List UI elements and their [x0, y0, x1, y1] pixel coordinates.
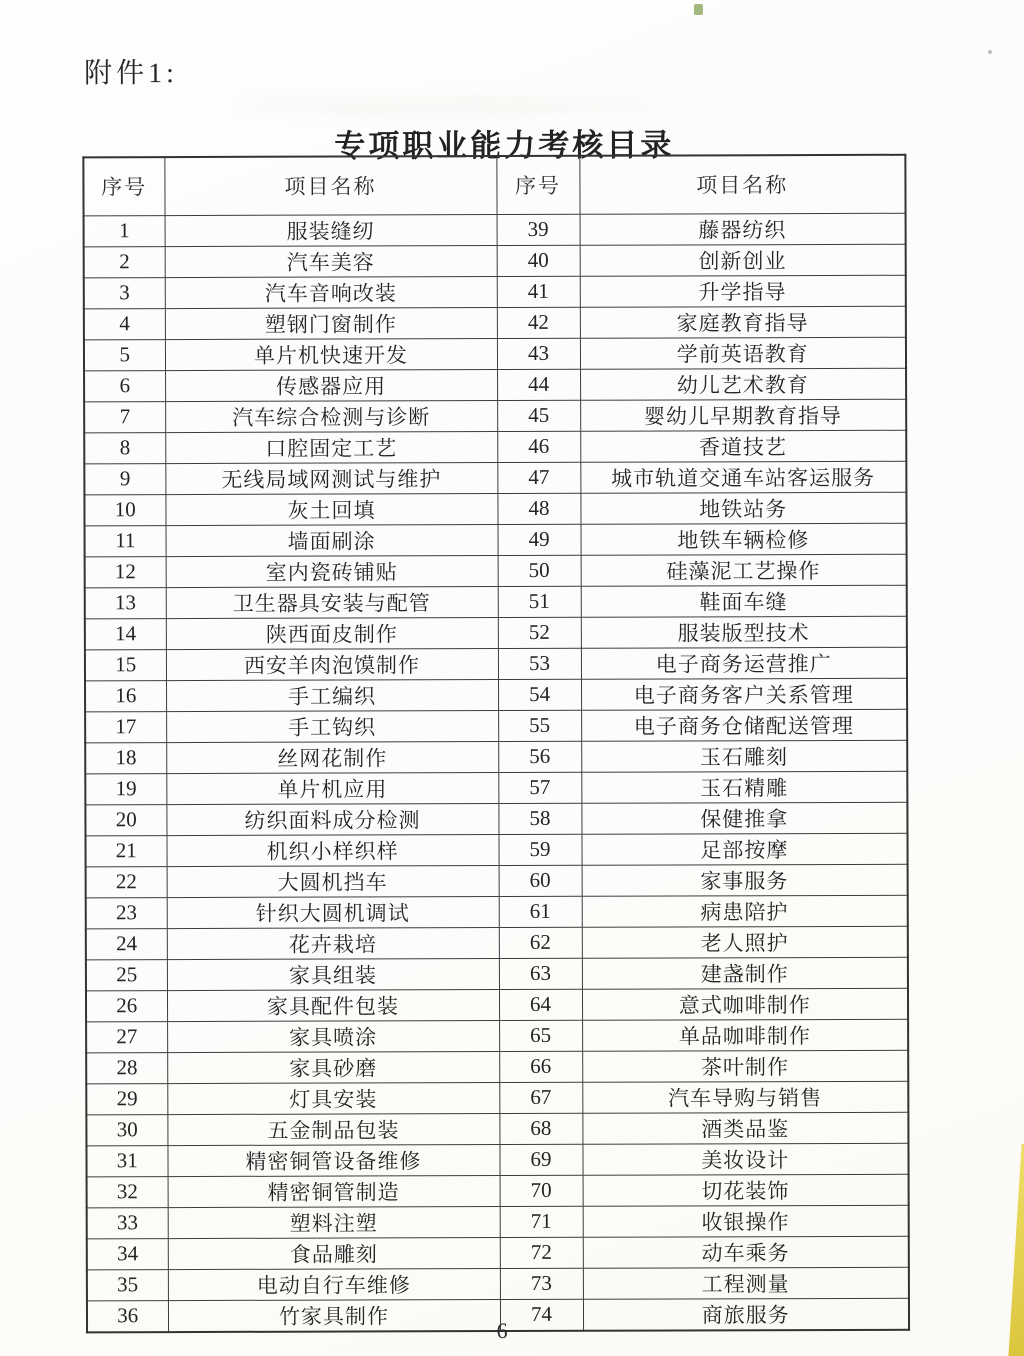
table-row: [86, 1081, 908, 1115]
row-number-cell: 45: [497, 400, 580, 431]
table-row: [86, 895, 908, 929]
project-name-cell: 酒类品鉴: [582, 1112, 908, 1144]
project-name-cell: 家具砂磨: [167, 1051, 499, 1083]
table-row: [85, 833, 907, 867]
project-name-cell: 切花装饰: [583, 1174, 909, 1206]
project-name-cell: 足部按摩: [581, 833, 907, 865]
project-name-cell: 家庭教育指导: [580, 306, 906, 338]
row-number-cell: 30: [86, 1114, 167, 1145]
project-name-cell: 食品雕刻: [168, 1237, 500, 1269]
row-number-cell: 63: [499, 958, 582, 989]
row-number-cell: 5: [84, 339, 165, 370]
row-number-cell: 7: [84, 401, 165, 432]
table-row: [85, 740, 907, 774]
attachment-label: 附件1:: [84, 58, 178, 90]
project-name-cell: 意式咖啡制作: [582, 988, 908, 1020]
catalog-table: [82, 154, 910, 1333]
row-number-cell: 57: [498, 772, 581, 803]
table-row: [84, 213, 906, 247]
row-number-cell: 4: [84, 308, 165, 339]
row-number-cell: 34: [87, 1238, 168, 1269]
table-row: [87, 1267, 909, 1301]
table-row: [87, 1174, 909, 1208]
row-number-cell: 2: [84, 246, 165, 277]
project-name-cell: 传感器应用: [165, 369, 497, 401]
project-name-cell: 汽车综合检测与诊断: [165, 400, 497, 432]
project-name-cell: 保健推拿: [581, 802, 907, 834]
row-number-cell: 28: [86, 1052, 167, 1083]
table-row: [84, 461, 906, 495]
row-number-cell: 69: [499, 1144, 582, 1175]
project-name-cell: 学前英语教育: [580, 337, 906, 369]
row-number-cell: 49: [498, 524, 581, 555]
table-header-row: [83, 155, 905, 216]
project-name-cell: 丝网花制作: [166, 741, 498, 773]
row-number-cell: 12: [85, 556, 166, 587]
project-name-cell: 鞋面车缝: [581, 585, 907, 617]
row-number-cell: 27: [86, 1021, 167, 1052]
row-number-cell: 65: [499, 1020, 582, 1051]
row-number-cell: 17: [85, 711, 166, 742]
project-name-cell: 卫生器具安装与配管: [166, 586, 498, 618]
row-number-cell: 54: [498, 679, 581, 710]
table-row: [84, 244, 906, 278]
row-number-cell: 44: [497, 369, 580, 400]
project-name-cell: 灰土回填: [165, 493, 497, 525]
project-name-cell: 塑料注塑: [168, 1206, 500, 1238]
project-name-cell: 婴幼儿早期教育指导: [580, 399, 906, 431]
project-name-cell: 口腔固定工艺: [165, 431, 497, 463]
project-name-cell: 纺织面料成分检测: [166, 803, 498, 835]
row-number-cell: 19: [85, 773, 166, 804]
header-project-left: 项目名称: [164, 156, 496, 215]
row-number-cell: 73: [500, 1268, 583, 1299]
row-number-cell: 71: [500, 1206, 583, 1237]
table-row: [84, 430, 906, 464]
table-row: [87, 1236, 909, 1270]
header-project-right: 项目名称: [579, 155, 905, 214]
project-name-cell: 服装版型技术: [581, 616, 907, 648]
row-number-cell: 66: [499, 1051, 582, 1082]
row-number-cell: 72: [500, 1237, 583, 1268]
table-row: [86, 988, 908, 1022]
project-name-cell: 硅藻泥工艺操作: [581, 554, 907, 586]
row-number-cell: 3: [84, 277, 165, 308]
row-number-cell: 6: [84, 370, 165, 401]
row-number-cell: 56: [498, 741, 581, 772]
row-number-cell: 11: [85, 525, 166, 556]
document-title: 专项职业能力考核目录: [334, 127, 675, 164]
row-number-cell: 52: [498, 617, 581, 648]
project-name-cell: 单片机应用: [166, 772, 498, 804]
project-name-cell: 室内瓷砖铺贴: [166, 555, 498, 587]
project-name-cell: 电子商务仓储配送管理: [581, 709, 907, 741]
project-name-cell: 竹家具制作: [168, 1299, 500, 1332]
row-number-cell: 70: [500, 1175, 583, 1206]
project-name-cell: 工程测量: [583, 1267, 909, 1299]
table-row: [85, 523, 907, 557]
project-name-cell: 电动自行车维修: [168, 1268, 500, 1300]
scan-smudge: [238, 96, 658, 115]
project-name-cell: 服装缝纫: [165, 214, 497, 246]
project-name-cell: 汽车导购与销售: [582, 1081, 908, 1113]
project-name-cell: 电子商务客户关系管理: [581, 678, 907, 710]
table-header: [83, 155, 905, 216]
project-name-cell: 机织小样织样: [166, 834, 498, 866]
row-number-cell: 55: [498, 710, 581, 741]
table-row: [85, 709, 907, 743]
row-number-cell: 16: [85, 680, 166, 711]
row-number-cell: 41: [497, 276, 580, 307]
project-name-cell: 创新创业: [580, 244, 906, 276]
row-number-cell: 35: [87, 1269, 168, 1300]
row-number-cell: 40: [497, 245, 580, 276]
table-row: [86, 926, 908, 960]
table-row: [84, 368, 906, 402]
project-name-cell: 玉石精雕: [581, 771, 907, 803]
row-number-cell: 14: [85, 618, 166, 649]
project-name-cell: 动车乘务: [583, 1236, 909, 1268]
project-name-cell: 病患陪护: [582, 895, 908, 927]
project-name-cell: 针织大圆机调试: [167, 896, 499, 928]
row-number-cell: 62: [499, 927, 582, 958]
table-row: [86, 1112, 908, 1146]
row-number-cell: 64: [499, 989, 582, 1020]
project-name-cell: 大圆机挡车: [167, 865, 499, 897]
project-name-cell: 西安羊肉泡馍制作: [166, 648, 498, 680]
project-name-cell: 塑钢门窗制作: [165, 307, 497, 339]
project-name-cell: 茶叶制作: [582, 1050, 908, 1082]
table-row: [84, 337, 906, 371]
table-row: [84, 275, 906, 309]
project-name-cell: 花卉栽培: [167, 927, 499, 959]
project-name-cell: 商旅服务: [583, 1298, 909, 1331]
table-row: [85, 616, 907, 650]
project-name-cell: 收银操作: [583, 1205, 909, 1237]
project-name-cell: 家具配件包装: [167, 989, 499, 1021]
header-serial-right: 序号: [496, 156, 579, 214]
table-row: [85, 771, 907, 805]
project-name-cell: 老人照护: [582, 926, 908, 958]
project-name-cell: 建盏制作: [582, 957, 908, 989]
row-number-cell: 50: [498, 555, 581, 586]
table-row: [85, 585, 907, 619]
project-name-cell: 美妆设计: [582, 1143, 908, 1175]
row-number-cell: 15: [85, 649, 166, 680]
row-number-cell: 59: [498, 834, 581, 865]
row-number-cell: 47: [497, 462, 580, 493]
row-number-cell: 25: [86, 959, 167, 990]
table-row: [86, 1143, 908, 1177]
row-number-cell: 20: [85, 804, 166, 835]
table-body: [84, 213, 910, 1332]
row-number-cell: 68: [499, 1113, 582, 1144]
table-row: [86, 1050, 908, 1084]
row-number-cell: 32: [87, 1176, 168, 1207]
row-number-cell: 39: [497, 214, 580, 245]
project-name-cell: 汽车美容: [165, 245, 497, 277]
row-number-cell: 33: [87, 1207, 168, 1238]
project-name-cell: 地铁车辆检修: [581, 523, 907, 555]
table-row: [84, 399, 906, 433]
table-row: [85, 647, 907, 681]
row-number-cell: 53: [498, 648, 581, 679]
row-number-cell: 31: [86, 1145, 167, 1176]
table-row: [85, 802, 907, 836]
table-row: [87, 1205, 909, 1239]
header-serial-left: 序号: [83, 157, 164, 215]
table-row: [85, 554, 907, 588]
project-name-cell: 精密铜管制造: [168, 1175, 500, 1207]
project-name-cell: 陕西面皮制作: [166, 617, 498, 649]
project-name-cell: 灯具安装: [167, 1082, 499, 1114]
project-name-cell: 单片机快速开发: [165, 338, 497, 370]
page-number: 6: [496, 1318, 508, 1344]
row-number-cell: 61: [499, 896, 582, 927]
project-name-cell: 玉石雕刻: [581, 740, 907, 772]
row-number-cell: 10: [84, 494, 165, 525]
row-number-cell: 13: [85, 587, 166, 618]
row-number-cell: 21: [85, 835, 166, 866]
project-name-cell: 地铁站务: [580, 492, 906, 524]
table-row: [84, 306, 906, 340]
row-number-cell: 1: [84, 215, 165, 246]
project-name-cell: 手工钩织: [166, 710, 498, 742]
row-number-cell: 74: [500, 1299, 583, 1331]
project-name-cell: 家具喷涂: [167, 1020, 499, 1052]
project-name-cell: 电子商务运营推广: [581, 647, 907, 679]
row-number-cell: 8: [84, 432, 165, 463]
table-row: [86, 1019, 908, 1053]
row-number-cell: 36: [87, 1300, 168, 1332]
row-number-cell: 18: [85, 742, 166, 773]
project-name-cell: 家具组装: [167, 958, 499, 990]
table-row: [86, 864, 908, 898]
project-name-cell: 升学指导: [580, 275, 906, 307]
project-name-cell: 藤器纺织: [580, 213, 906, 245]
row-number-cell: 43: [497, 338, 580, 369]
project-name-cell: 单品咖啡制作: [582, 1019, 908, 1051]
project-name-cell: 无线局域网测试与维护: [165, 462, 497, 494]
row-number-cell: 42: [497, 307, 580, 338]
table-row: [86, 957, 908, 991]
row-number-cell: 26: [86, 990, 167, 1021]
row-number-cell: 46: [497, 431, 580, 462]
table-row: [84, 492, 906, 526]
project-name-cell: 墙面刷涂: [166, 524, 498, 556]
project-name-cell: 家事服务: [582, 864, 908, 896]
row-number-cell: 9: [84, 463, 165, 494]
scan-speck-gray: [988, 50, 992, 54]
scan-speck-green: [694, 4, 703, 15]
project-name-cell: 香道技艺: [580, 430, 906, 462]
project-name-cell: 汽车音响改装: [165, 276, 497, 308]
project-name-cell: 幼儿艺术教育: [580, 368, 906, 400]
row-number-cell: 60: [499, 865, 582, 896]
row-number-cell: 23: [86, 897, 167, 928]
row-number-cell: 48: [497, 493, 580, 524]
row-number-cell: 51: [498, 586, 581, 617]
project-name-cell: 手工编织: [166, 679, 498, 711]
project-name-cell: 精密铜管设备维修: [167, 1144, 499, 1176]
row-number-cell: 24: [86, 928, 167, 959]
table-row: [85, 678, 907, 712]
row-number-cell: 67: [499, 1082, 582, 1113]
row-number-cell: 58: [498, 803, 581, 834]
project-name-cell: 城市轨道交通车站客运服务: [580, 461, 906, 493]
project-name-cell: 五金制品包装: [167, 1113, 499, 1145]
row-number-cell: 22: [86, 866, 167, 897]
row-number-cell: 29: [86, 1083, 167, 1114]
